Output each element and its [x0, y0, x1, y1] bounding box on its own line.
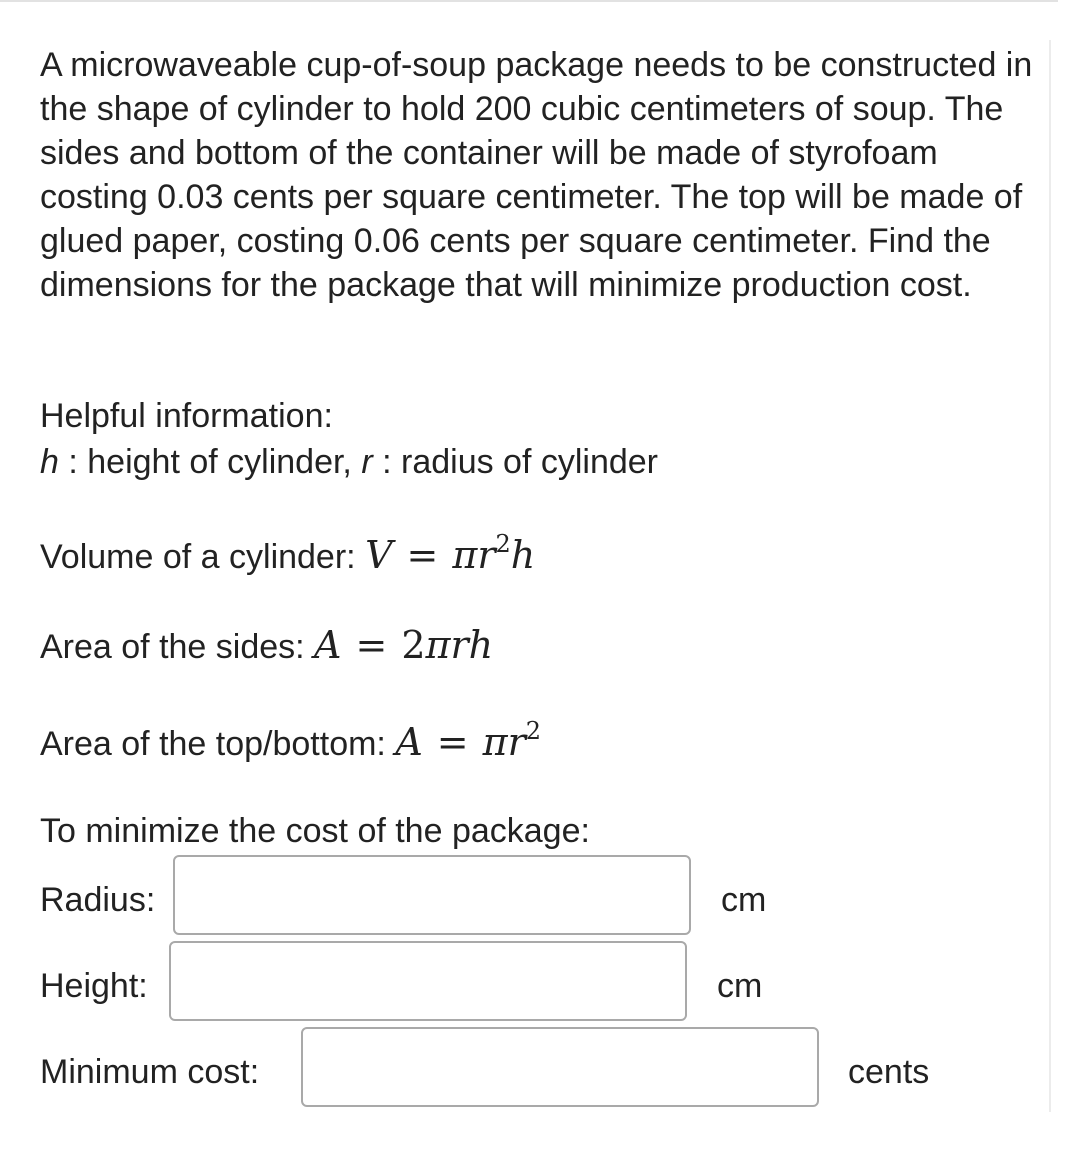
top-divider [0, 0, 1058, 2]
minimum-cost-label: Minimum cost: [40, 1053, 260, 1091]
minimum-cost-input[interactable] [301, 1027, 819, 1107]
problem-statement: A microwaveable cup-of-soup package needs to be constructed in the shape of cylinder to hold 200 cubic centimeters of soup. The sides and bottom of the container will be made of styrofoam costing 0.03 cents per square centimeter. The top will be made of glued paper, costing 0.06 cents per square centimeter. Find the dimensions for the package that will minimize production cost. [40, 46, 1033, 304]
h-symbol: h [40, 443, 59, 481]
r-symbol: r [361, 443, 373, 481]
r-description: : radius of cylinder [372, 443, 659, 481]
topbottom-area-label: Area of the top/bottom: [40, 725, 396, 763]
sides-area-label: Area of the sides: [40, 628, 315, 666]
minimum-cost-unit: cents [848, 1053, 930, 1091]
variable-definitions [40, 440, 658, 484]
topbottom-area-equation: $A = \pi r^2$ [395, 717, 542, 764]
volume-equation: $V = \pi r^2h$ [365, 530, 536, 577]
helpful-info-heading: Helpful information: [40, 397, 333, 435]
sides-area-equation: A = 2πrh [314, 623, 494, 667]
radius-label: Radius: [40, 881, 156, 919]
minimize-heading: To minimize the cost of the package: [40, 812, 590, 850]
sides-area-formula [40, 623, 493, 669]
topbottom-area-formula [40, 717, 542, 766]
h-description: : height of cylinder, [58, 443, 362, 481]
radius-unit: cm [721, 881, 767, 919]
right-divider [1049, 40, 1051, 1112]
height-input[interactable] [169, 941, 687, 1021]
radius-input[interactable] [173, 855, 691, 935]
height-label: Height: [40, 967, 148, 1005]
volume-formula [40, 530, 536, 579]
height-unit: cm [717, 967, 763, 1005]
volume-label: Volume of a cylinder: [40, 538, 366, 576]
